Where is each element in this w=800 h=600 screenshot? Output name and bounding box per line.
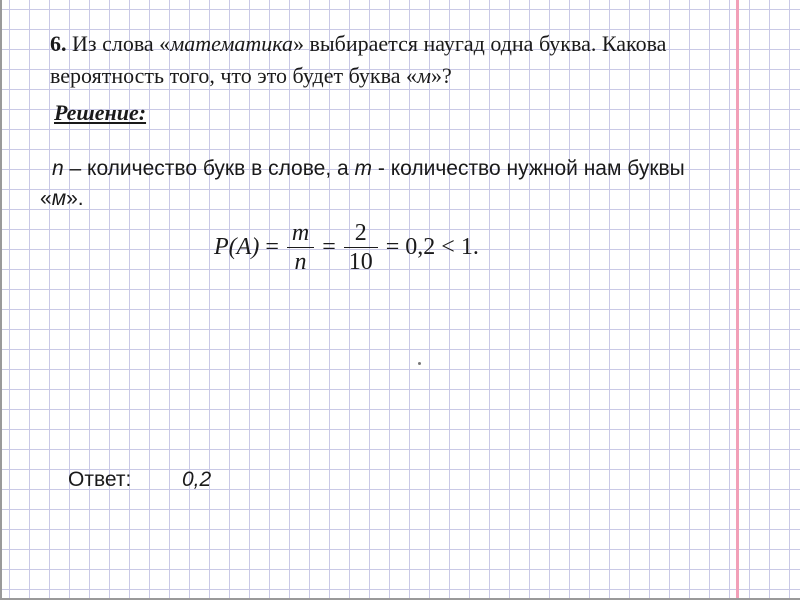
solution-text-2: - количество нужной нам буквы « [40, 157, 685, 210]
solution-heading: Решение: [54, 100, 147, 125]
fraction-m-over-n [287, 219, 314, 276]
formula-equals-1: = [265, 233, 279, 260]
solution-text-3: ». [66, 187, 84, 210]
fraction-numerator-m: m [291, 219, 310, 246]
formula-lhs: P(A) [214, 233, 260, 260]
answer-label: Ответ: [68, 468, 132, 491]
fraction-2-over-10 [344, 219, 378, 276]
stray-dot [418, 362, 421, 365]
problem-end: »? [431, 63, 452, 88]
notebook-margin-line [736, 0, 739, 600]
solution-letter: м [51, 187, 67, 210]
variable-n: n [52, 157, 64, 180]
frame-left-border [0, 0, 2, 600]
problem-statement [50, 28, 730, 92]
problem-text-before: Из слова « [66, 31, 171, 56]
fraction-denominator-n: n [294, 248, 307, 275]
probability-formula [214, 214, 479, 280]
formula-equals-2: = [322, 233, 336, 260]
formula-less-than: < [441, 233, 455, 260]
fraction-numerator-2: 2 [354, 219, 367, 246]
solution-text-1: – количество букв в слове, а [63, 157, 355, 180]
problem-number: 6. [50, 31, 67, 56]
solution-text [40, 154, 730, 214]
problem-text-after: » выбирается наугад одна буква. Какова вероятность того, что это будет буква « [50, 31, 667, 88]
answer-value: 0,2 [182, 468, 212, 491]
fraction-denominator-10: 10 [348, 248, 373, 275]
problem-word: математика [170, 31, 294, 56]
variable-m: m [354, 157, 373, 180]
formula-result: 0,2 [405, 233, 436, 260]
formula-equals-3: = [385, 233, 400, 260]
formula-bound: 1. [460, 233, 479, 260]
problem-letter: м [416, 63, 432, 88]
